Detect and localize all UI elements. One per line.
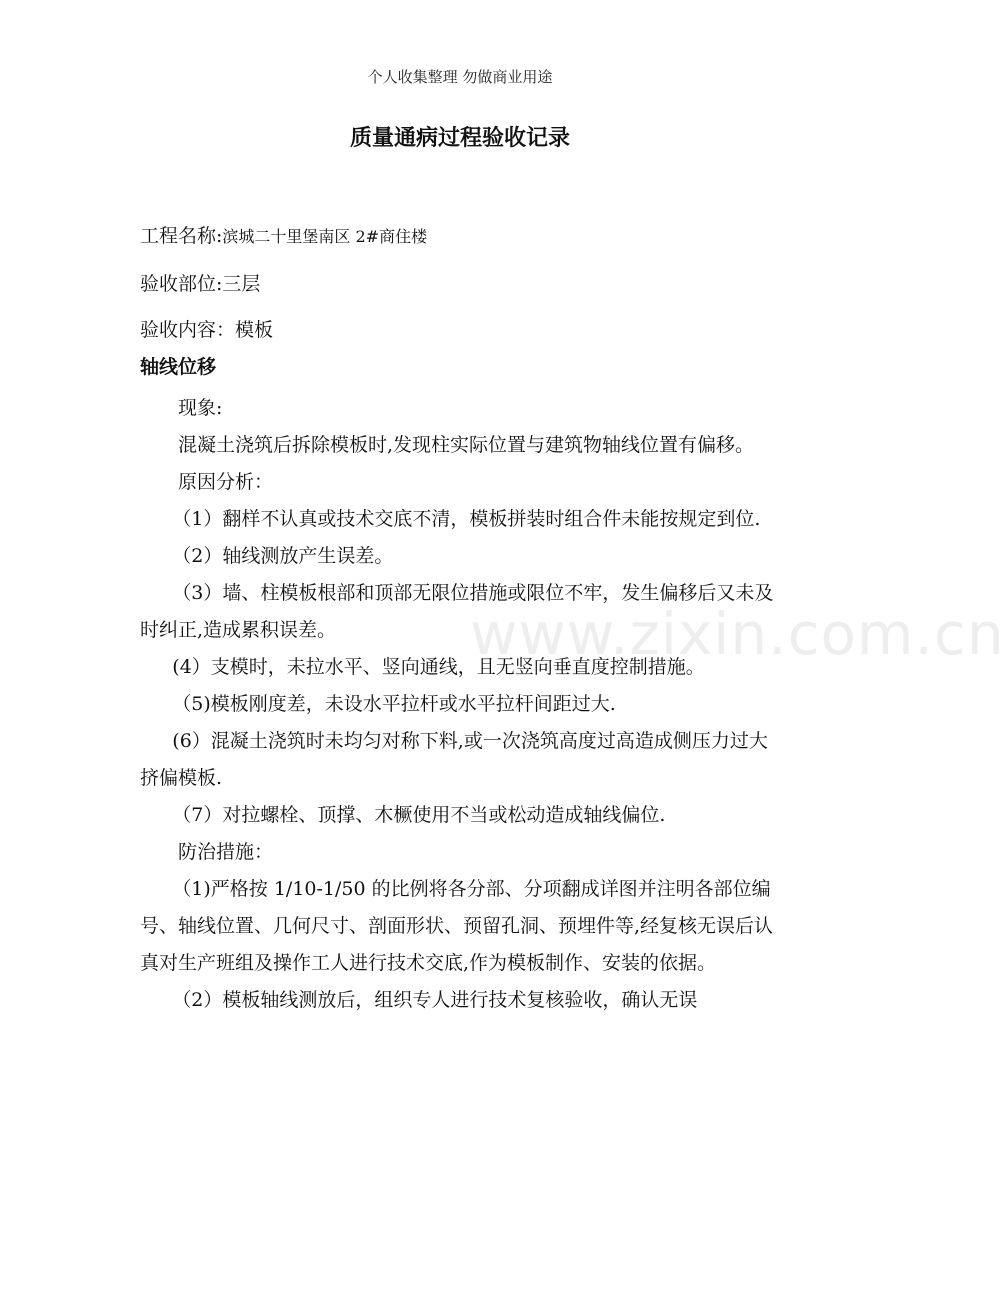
cause-item: （5)模板刚度差，未设水平拉杆或水平拉杆间距过大.	[172, 693, 616, 715]
location-label: 验收部位:	[140, 273, 223, 295]
project-name-line	[140, 221, 427, 248]
measure-item: （1)严格按 1/10-1/50 的比例将各分部、分项翻成详图并注明各部位编号、轴线位置、几何尺寸、剖面形状、预留孔洞、预埋件等,经复核无误后认真对生产班组及操作工人进行技术交底,作为模板制作、安装的依据。	[140, 878, 774, 974]
cause-item: (4）支模时，未拉水平、竖向通线，且无竖向垂直度控制措施。	[172, 656, 705, 678]
content-label: 验收内容：	[140, 319, 236, 341]
phenomenon-text: 混凝土浇筑后拆除模板时,发现柱实际位置与建筑物轴线位置有偏移。	[178, 434, 755, 456]
measure-item: （2）模板轴线测放后，组织专人进行技术复核验收，确认无误	[172, 989, 698, 1011]
phenomenon-label: 现象:	[178, 397, 223, 419]
cause-item: (6）混凝土浇筑时未均匀对称下料,或一次浇筑高度过高造成侧压力过大挤偏模板.	[140, 730, 768, 789]
location-line	[140, 269, 260, 296]
cause-item: （1）翻样不认真或技术交底不清，模板拼装时组合件未能按规定到位.	[172, 508, 761, 530]
cause-item: （2）轴线测放产生误差。	[172, 545, 394, 567]
cause-item: （7）对拉螺栓、顶撑、木橛使用不当或松动造成轴线偏位.	[172, 804, 666, 826]
measures-label: 防治措施：	[178, 841, 274, 863]
header-note: 个人收集整理 勿做商业用途	[367, 68, 553, 86]
section-title: 轴线位移	[140, 356, 217, 378]
document-body	[140, 390, 780, 1019]
location-value: 三层	[222, 273, 261, 295]
cause-item: （3）墙、柱模板根部和顶部无限位措施或限位不牢，发生偏移后又未及时纠正,造成累积误差。	[140, 582, 774, 641]
content-value: 模板	[235, 319, 274, 341]
page-title: 质量通病过程验收记录	[349, 126, 570, 151]
project-value: 滨城二十里堡南区 2#商住楼	[222, 227, 428, 246]
content-line	[140, 315, 273, 342]
project-label: 工程名称:	[140, 225, 223, 247]
causes-label: 原因分析：	[178, 471, 274, 493]
watermark: www.zixin.com.cn	[470, 600, 1005, 668]
